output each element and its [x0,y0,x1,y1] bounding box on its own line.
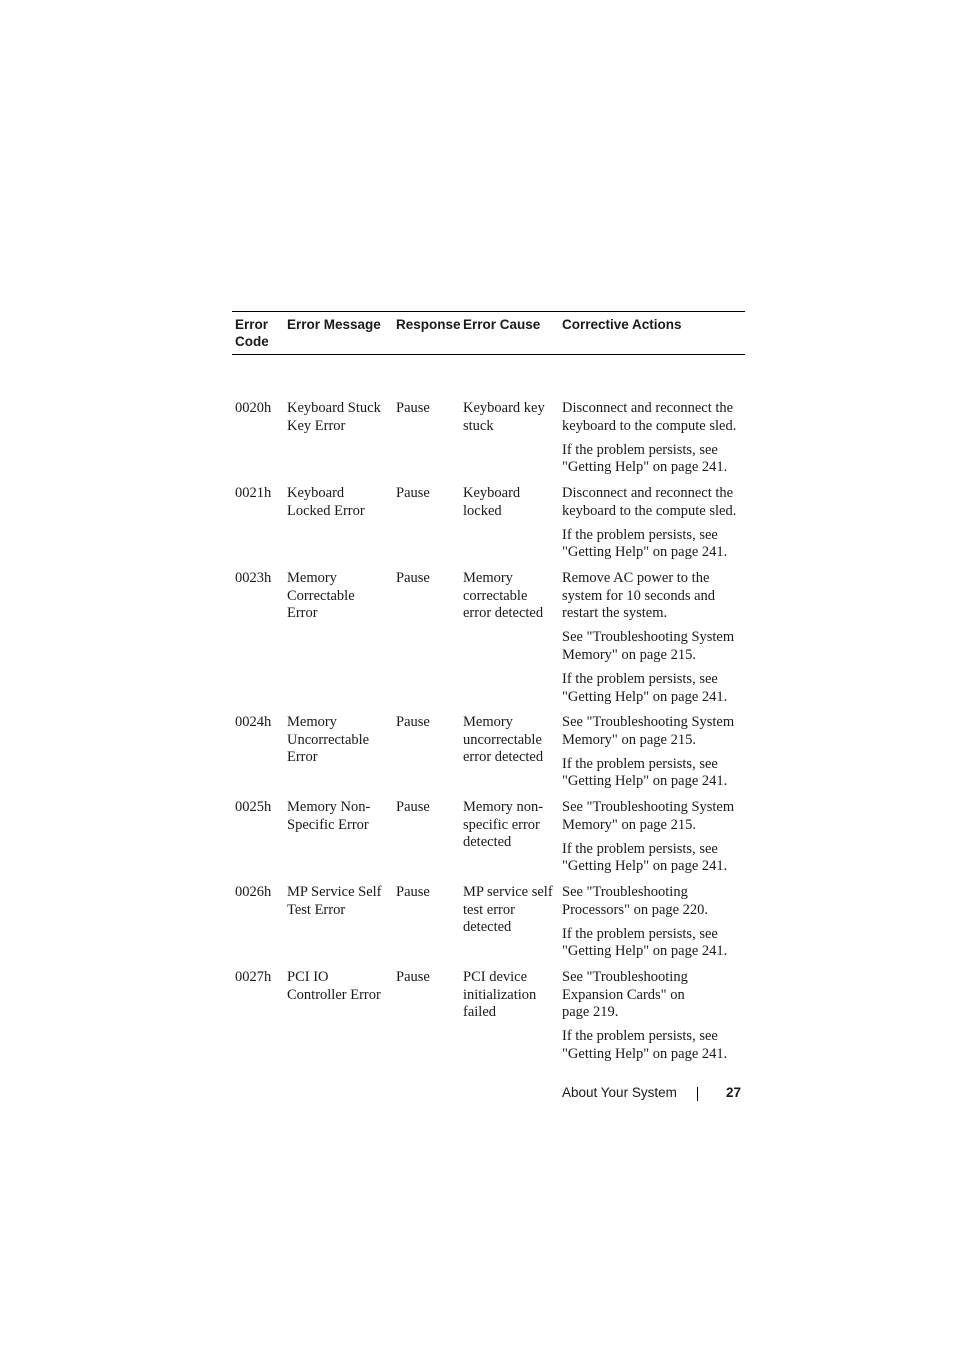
error-cause-cell: Keyboard key stuck [463,400,545,434]
table-row [232,485,745,568]
error-code-cell: 0023h [235,570,272,586]
footer-section-title: About Your System [562,1085,677,1100]
error-code-cell: 0021h [235,485,272,501]
error-code-cell: 0024h [235,714,272,730]
error-cause-cell: Keyboard locked [463,485,521,519]
error-code-cell: 0025h [235,799,272,815]
corrective-action-paragraph: If the problem persists, see "Getting Help" on page 241. [562,526,728,561]
table-row [232,400,745,483]
error-cause-cell: Memory correctable error detected [463,570,544,622]
error-message-cell: Keyboard Locked Error [287,485,365,519]
corrective-action-paragraph: Remove AC power to the system for 10 seconds and restart the system. [562,570,716,622]
header-error-code: Error Code [235,317,269,349]
table-row [232,799,745,882]
response-cell: Pause [396,570,430,586]
error-message-cell: Memory Uncorrectable Error [287,714,370,766]
table-header-row [232,312,745,355]
corrective-actions-cell [560,799,745,882]
corrective-action-paragraph: If the problem persists, see "Getting Help" on page 241. [562,1028,728,1062]
error-code-cell: 0026h [235,884,272,900]
table-row [232,714,745,797]
error-cause-cell: Memory uncorrectable error detected [463,714,544,766]
error-code-cell: 0020h [235,400,272,416]
footer-separator [697,1087,698,1101]
corrective-actions-cell [560,884,745,967]
error-cause-cell: PCI device initialization failed [463,969,537,1021]
response-cell: Pause [396,969,430,985]
corrective-action-paragraph: See "Troubleshooting System Memory" on page 215. [562,629,735,663]
response-cell: Pause [396,485,430,501]
error-message-cell: MP Service Self Test Error [287,884,382,918]
table-row [232,570,745,713]
corrective-actions-cell [560,969,745,1070]
error-message-cell: Keyboard Stuck Key Error [287,400,381,434]
corrective-action-paragraph: If the problem persists, see "Getting Help" on page 241. [562,840,728,875]
corrective-actions-cell [560,400,745,483]
corrective-action-paragraph: If the problem persists, see "Getting Help" on page 241. [562,925,728,960]
error-cause-cell: MP service self test error detected [463,884,553,936]
corrective-action-paragraph: Disconnect and reconnect the keyboard to the compute sled. [562,485,737,519]
corrective-action-paragraph: See "Troubleshooting System Memory" on page 215. [562,714,735,748]
error-message-cell: Memory Correctable Error [287,570,355,622]
corrective-actions-cell [560,485,745,568]
response-cell: Pause [396,400,430,416]
corrective-action-paragraph: See "Troubleshooting Expansion Cards" on page 219. [562,969,688,1021]
header-error-message: Error Message [287,317,381,332]
error-code-table [232,311,745,1062]
corrective-actions-cell [560,570,745,713]
table-row [232,969,745,1070]
response-cell: Pause [396,884,430,900]
error-cause-cell: Memory non- specific error detected [463,799,544,851]
error-message-cell: PCI IO Controller Error [287,969,381,1003]
corrective-action-paragraph: If the problem persists, see "Getting Help" on page 241. [562,670,728,705]
header-corrective-actions: Corrective Actions [562,317,682,332]
response-cell: Pause [396,799,430,815]
header-error-cause: Error Cause [463,317,541,332]
corrective-action-paragraph: Disconnect and reconnect the keyboard to the compute sled. [562,400,737,434]
corrective-action-paragraph: See "Troubleshooting System Memory" on page 215. [562,799,735,833]
page-footer [562,1083,745,1103]
corrective-action-paragraph: See "Troubleshooting Processors" on page 220. [562,884,709,918]
error-code-cell: 0027h [235,969,272,985]
response-cell: Pause [396,714,430,730]
corrective-actions-cell [560,714,745,797]
error-message-cell: Memory Non- Specific Error [287,799,371,833]
header-response: Response [396,317,461,332]
corrective-action-paragraph: If the problem persists, see "Getting Help" on page 241. [562,441,728,476]
footer-page-number: 27 [725,1085,741,1100]
table-row [232,884,745,967]
corrective-action-paragraph: If the problem persists, see "Getting Help" on page 241. [562,755,728,790]
